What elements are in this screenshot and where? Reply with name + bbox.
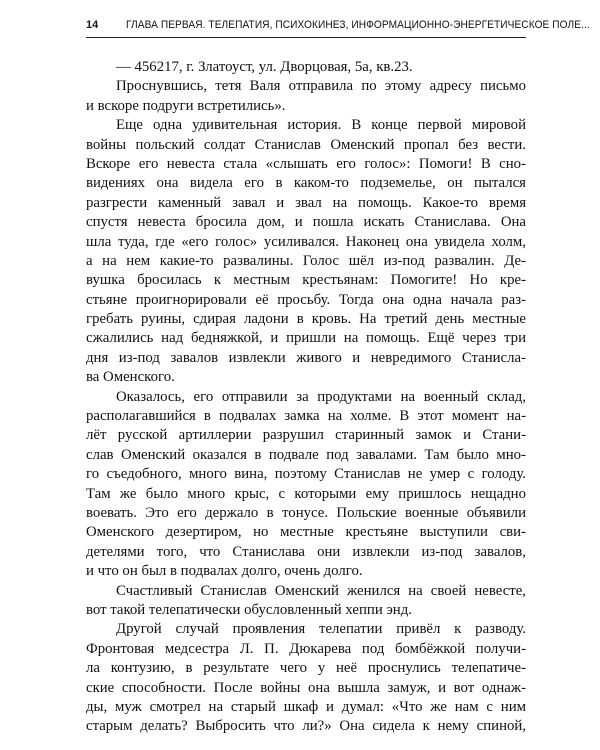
text-line: вушка бросилась к местным крестьянам: Помогите! Но кре- (86, 272, 526, 289)
text-line: слав Оменский оказался в подвале под завалами. Там было мно- (86, 446, 526, 463)
text-line: сжалились над бедняжкой, и пришли на помощь. Ещё через три (86, 330, 526, 347)
text-line: го съедобного, много вина, поэтому Станислав не умер с голоду. (86, 466, 526, 483)
text-line: Еще одна удивительная история. В конце первой мировой (116, 117, 526, 134)
text-line: — 456217, г. Златоуст, ул. Дворцовая, 5а, кв.23. (116, 59, 413, 75)
text-line: Вскоре его невеста стала «слышать его голос»: Помоги! В сно- (86, 155, 526, 172)
text-line: ды, муж смотрел на старый шкаф и думал: «Что же нам с ним (86, 698, 526, 715)
text-line: ские способности. После войны она вышла замуж, и вот однаж- (86, 679, 526, 696)
text-line: гребать руины, сдирая ладони в кровь. На третий день местные (86, 311, 526, 328)
text-line: располагавшийся в подвалах замка на холме. В этот момент на- (86, 408, 526, 425)
text-line: детелями того, что Станислава они извлекли из-под завалов, (86, 543, 526, 560)
text-line: шла туда, где «его голос» усиливался. Наконец она увидела холм, (86, 233, 526, 250)
text-line: Там же было много крыс, с которыми ему пришлось нещадно (86, 485, 526, 502)
text-line: воевать. Это его держало в тонусе. Польские военные объявили (86, 504, 526, 521)
text-line: ла контузию, в результате чего у неё проснулись телепатиче- (86, 660, 526, 677)
page-number: 14 (86, 19, 99, 31)
text-line: Фронтовая медсестра Л. П. Дюкарева под бомбёжкой получи- (86, 640, 526, 657)
text-line: разгрести каменный завал и звал на помощь. Какое-то время (86, 194, 526, 211)
text-line: дня из-под завалов извлекли живого и невредимого Станисла- (86, 349, 526, 366)
text-line: ва Оменского. (86, 369, 175, 386)
text-line: лёт русской артиллерии разрушил старинный замок и Стани- (86, 427, 526, 444)
text-line: Счастливый Станислав Оменский женился на своей невесте, (116, 582, 526, 599)
text-line: Проснувшись, тетя Валя отправила по этому адресу письмо (116, 78, 526, 95)
text-line: Оменского дезертиром, но местные крестьяне выступили сви- (86, 524, 526, 541)
text-line: вот такой телепатически обусловленный хеппи энд. (86, 601, 412, 618)
body-text (86, 58, 526, 737)
text-line: старым делать? Выбросить что ли?» Она сидела к нему спиной, (86, 718, 526, 735)
text-line: а на нем какие-то развалины. Голос шёл из-под развалин. Де- (86, 252, 526, 269)
text-line: спустя невеста бросила дом, и пошла искать Станислава. Она (86, 214, 526, 231)
text-line: и вскоре подруги встретились». (86, 97, 286, 114)
text-line: и что он был в подвалах долго, очень долго. (86, 563, 363, 580)
text-line: войны польский солдат Станислав Оменский пропал без вести. (86, 136, 526, 153)
text-line: Оказалось, его отправили за продуктами на военный склад, (116, 388, 526, 405)
page-header (86, 16, 591, 34)
text-line: видениях она видела его в каком-то подземелье, он пытался (86, 175, 526, 192)
text-line: Другой случай проявления телепатии привёл к разводу. (116, 621, 526, 638)
text-line: стьяне проигнорировали её просьбу. Тогда она одна начала раз- (86, 291, 526, 308)
running-head: ГЛАВА ПЕРВАЯ. ТЕЛЕПАТИЯ, ПСИХОКИНЕЗ, ИНФОРМАЦИОННО-ЭНЕРГЕТИЧЕСКОЕ ПОЛЕ... (126, 19, 591, 31)
header-rule (86, 37, 526, 38)
